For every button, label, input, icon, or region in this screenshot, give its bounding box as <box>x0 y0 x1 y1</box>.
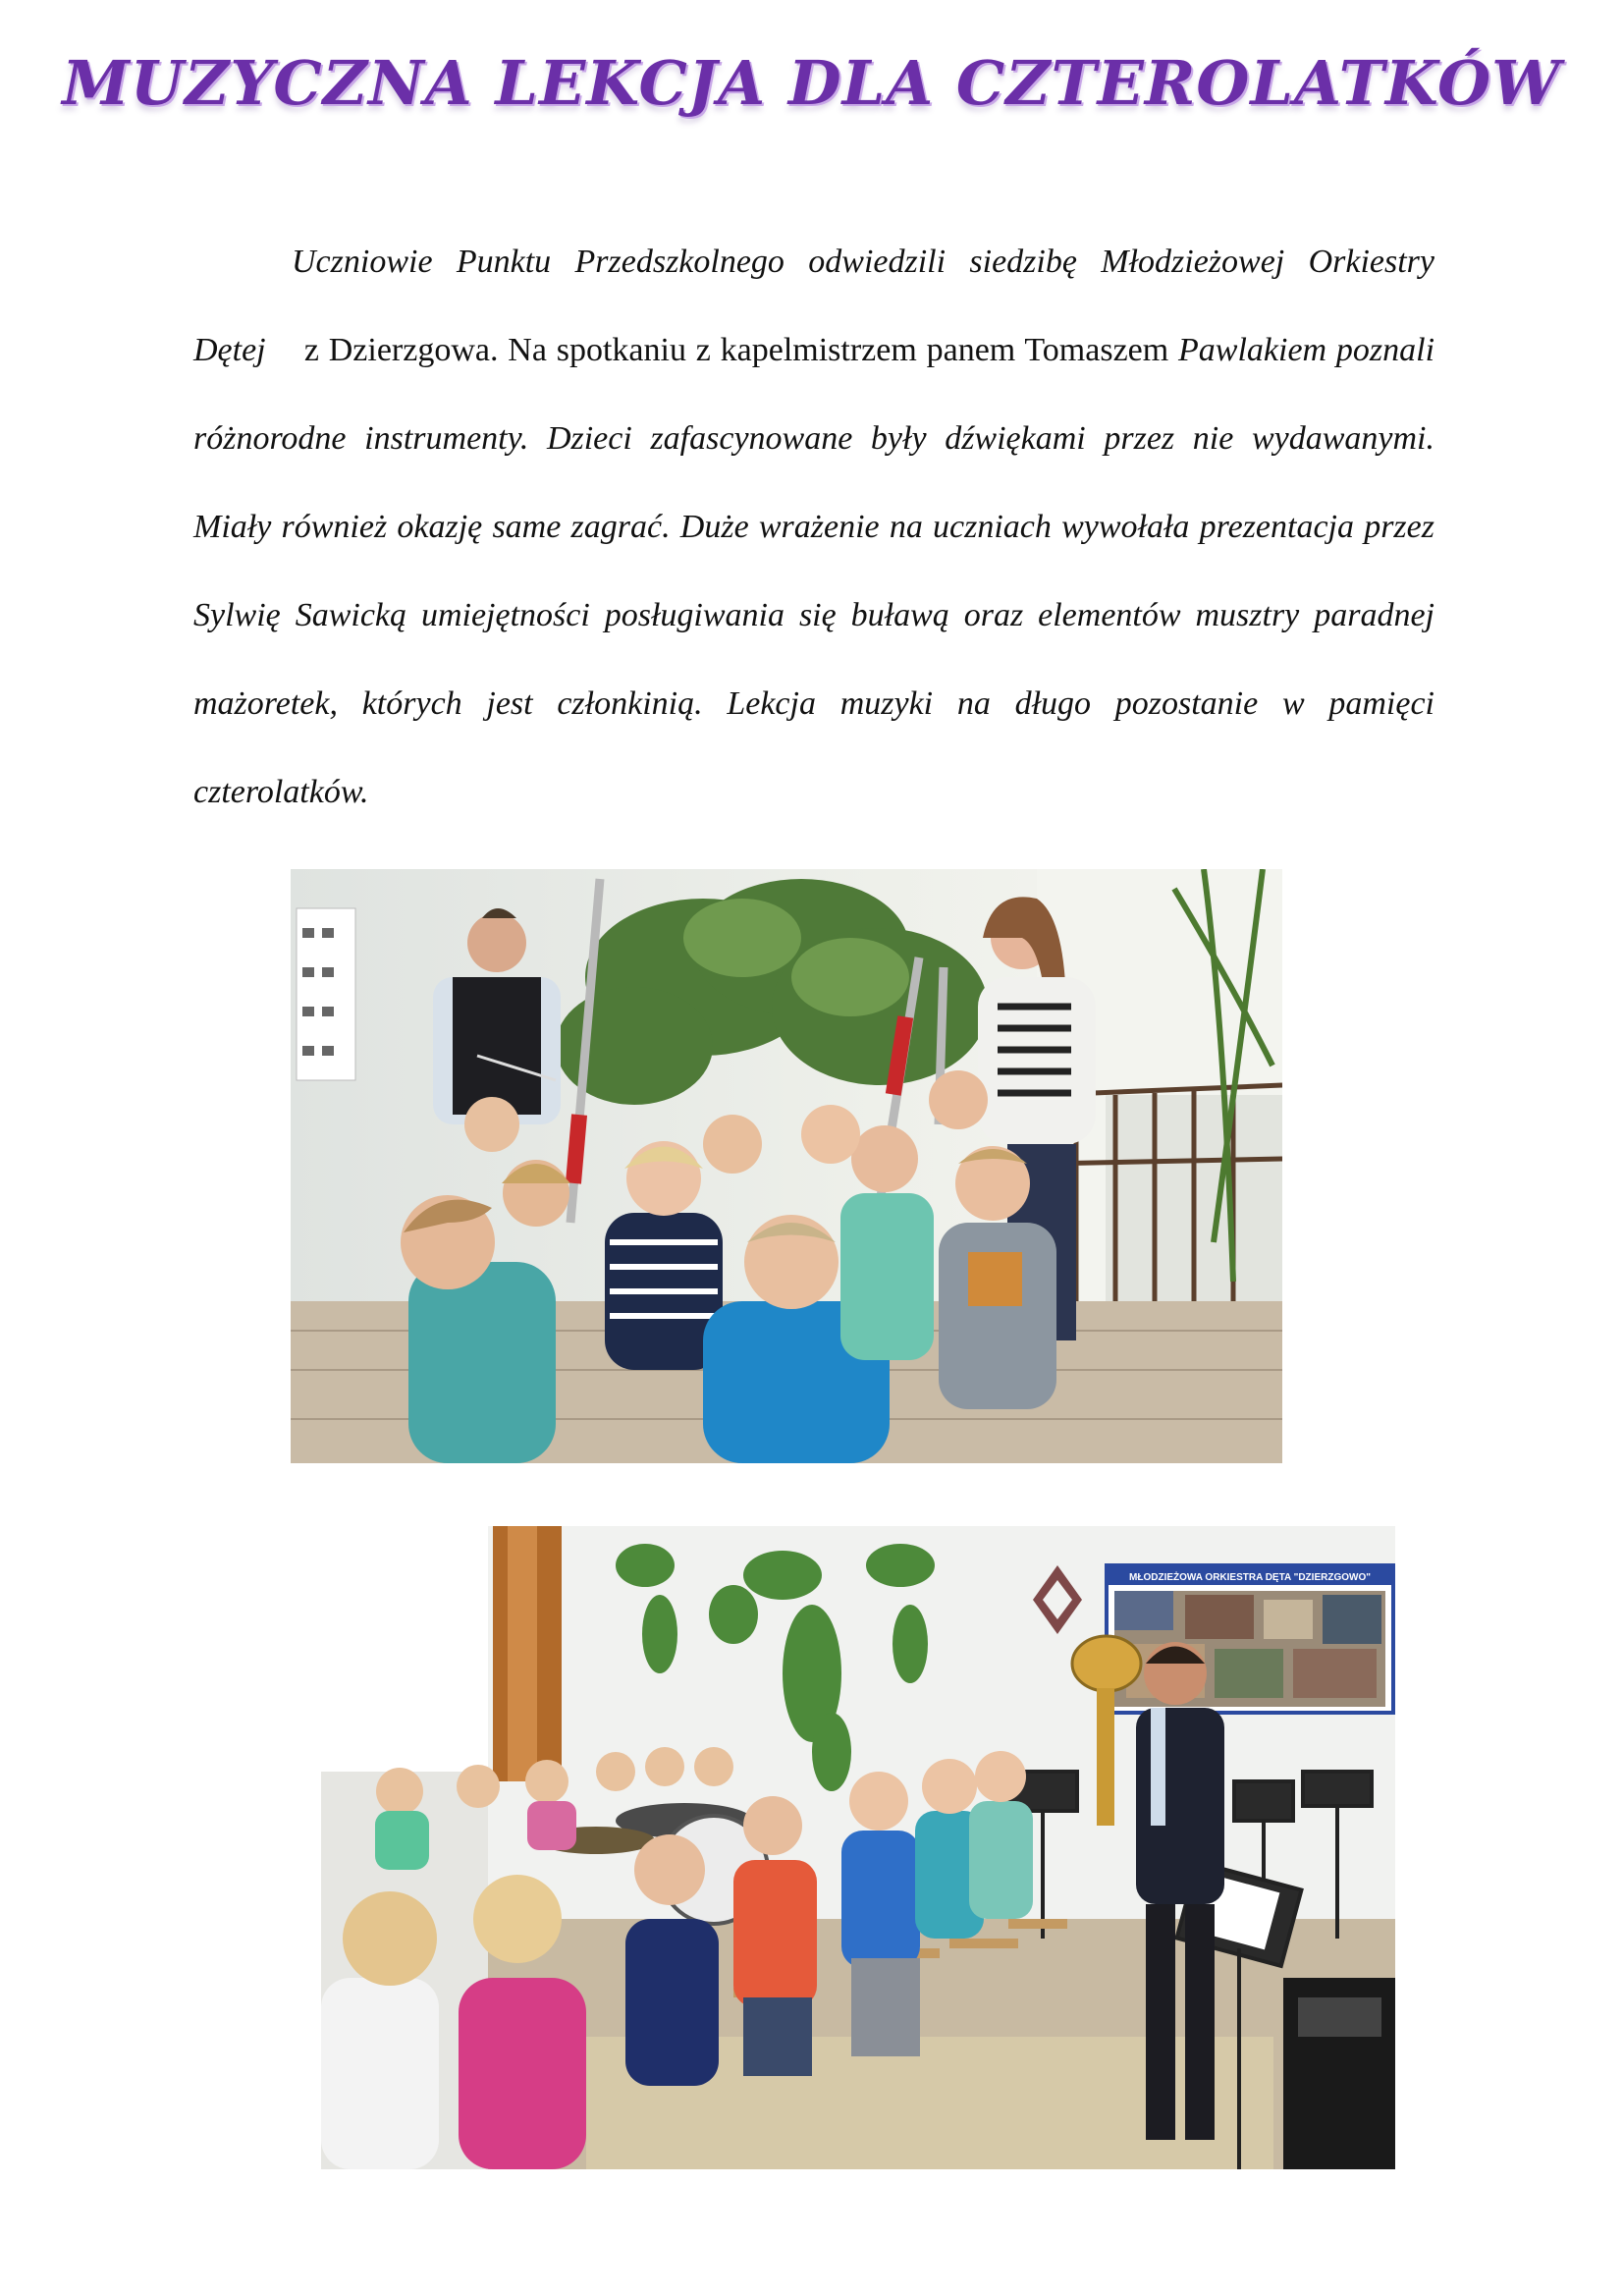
music-board-banner: MŁODZIEŻOWA ORKIESTRA DĘTA "DZIERZGOWO" <box>1129 1572 1371 1583</box>
photo-2-illustration <box>321 1526 1395 2169</box>
page-title: MUZYCZNA LEKCJA DLA CZTEROLATKÓW <box>62 47 1561 119</box>
paragraph-part-1: Uczniowie Punktu Przedszkolnego odwiedzili siedzibę Młodzieżowej Orkiestry Dętej <box>193 244 1434 368</box>
photo-music-room <box>321 1526 1395 2169</box>
paragraph-part-3: Pawlakiem poznali różnorodne instrumenty. Dzieci zafascynowane były dźwiękami przez nie wydawanymi. Miały również okazję same zagrać. Duże wrażenie na uczniach wywołała prezentacja przez Sylwię Sawicką umiejętności posługiwania się buławą oraz elementów musztry paradnej mażoretek, których jest członkinią. Lekcja muzyki na długo pozostanie w pamięci czterolatków. <box>193 332 1435 810</box>
article-paragraph <box>193 218 1434 837</box>
photo-1-illustration <box>291 869 1282 1463</box>
paragraph-part-2: z Dzierzgowa. Na spotkaniu z kapelmistrzem panem Tomaszem <box>303 332 1169 368</box>
photo-children-with-batons <box>291 869 1282 1463</box>
